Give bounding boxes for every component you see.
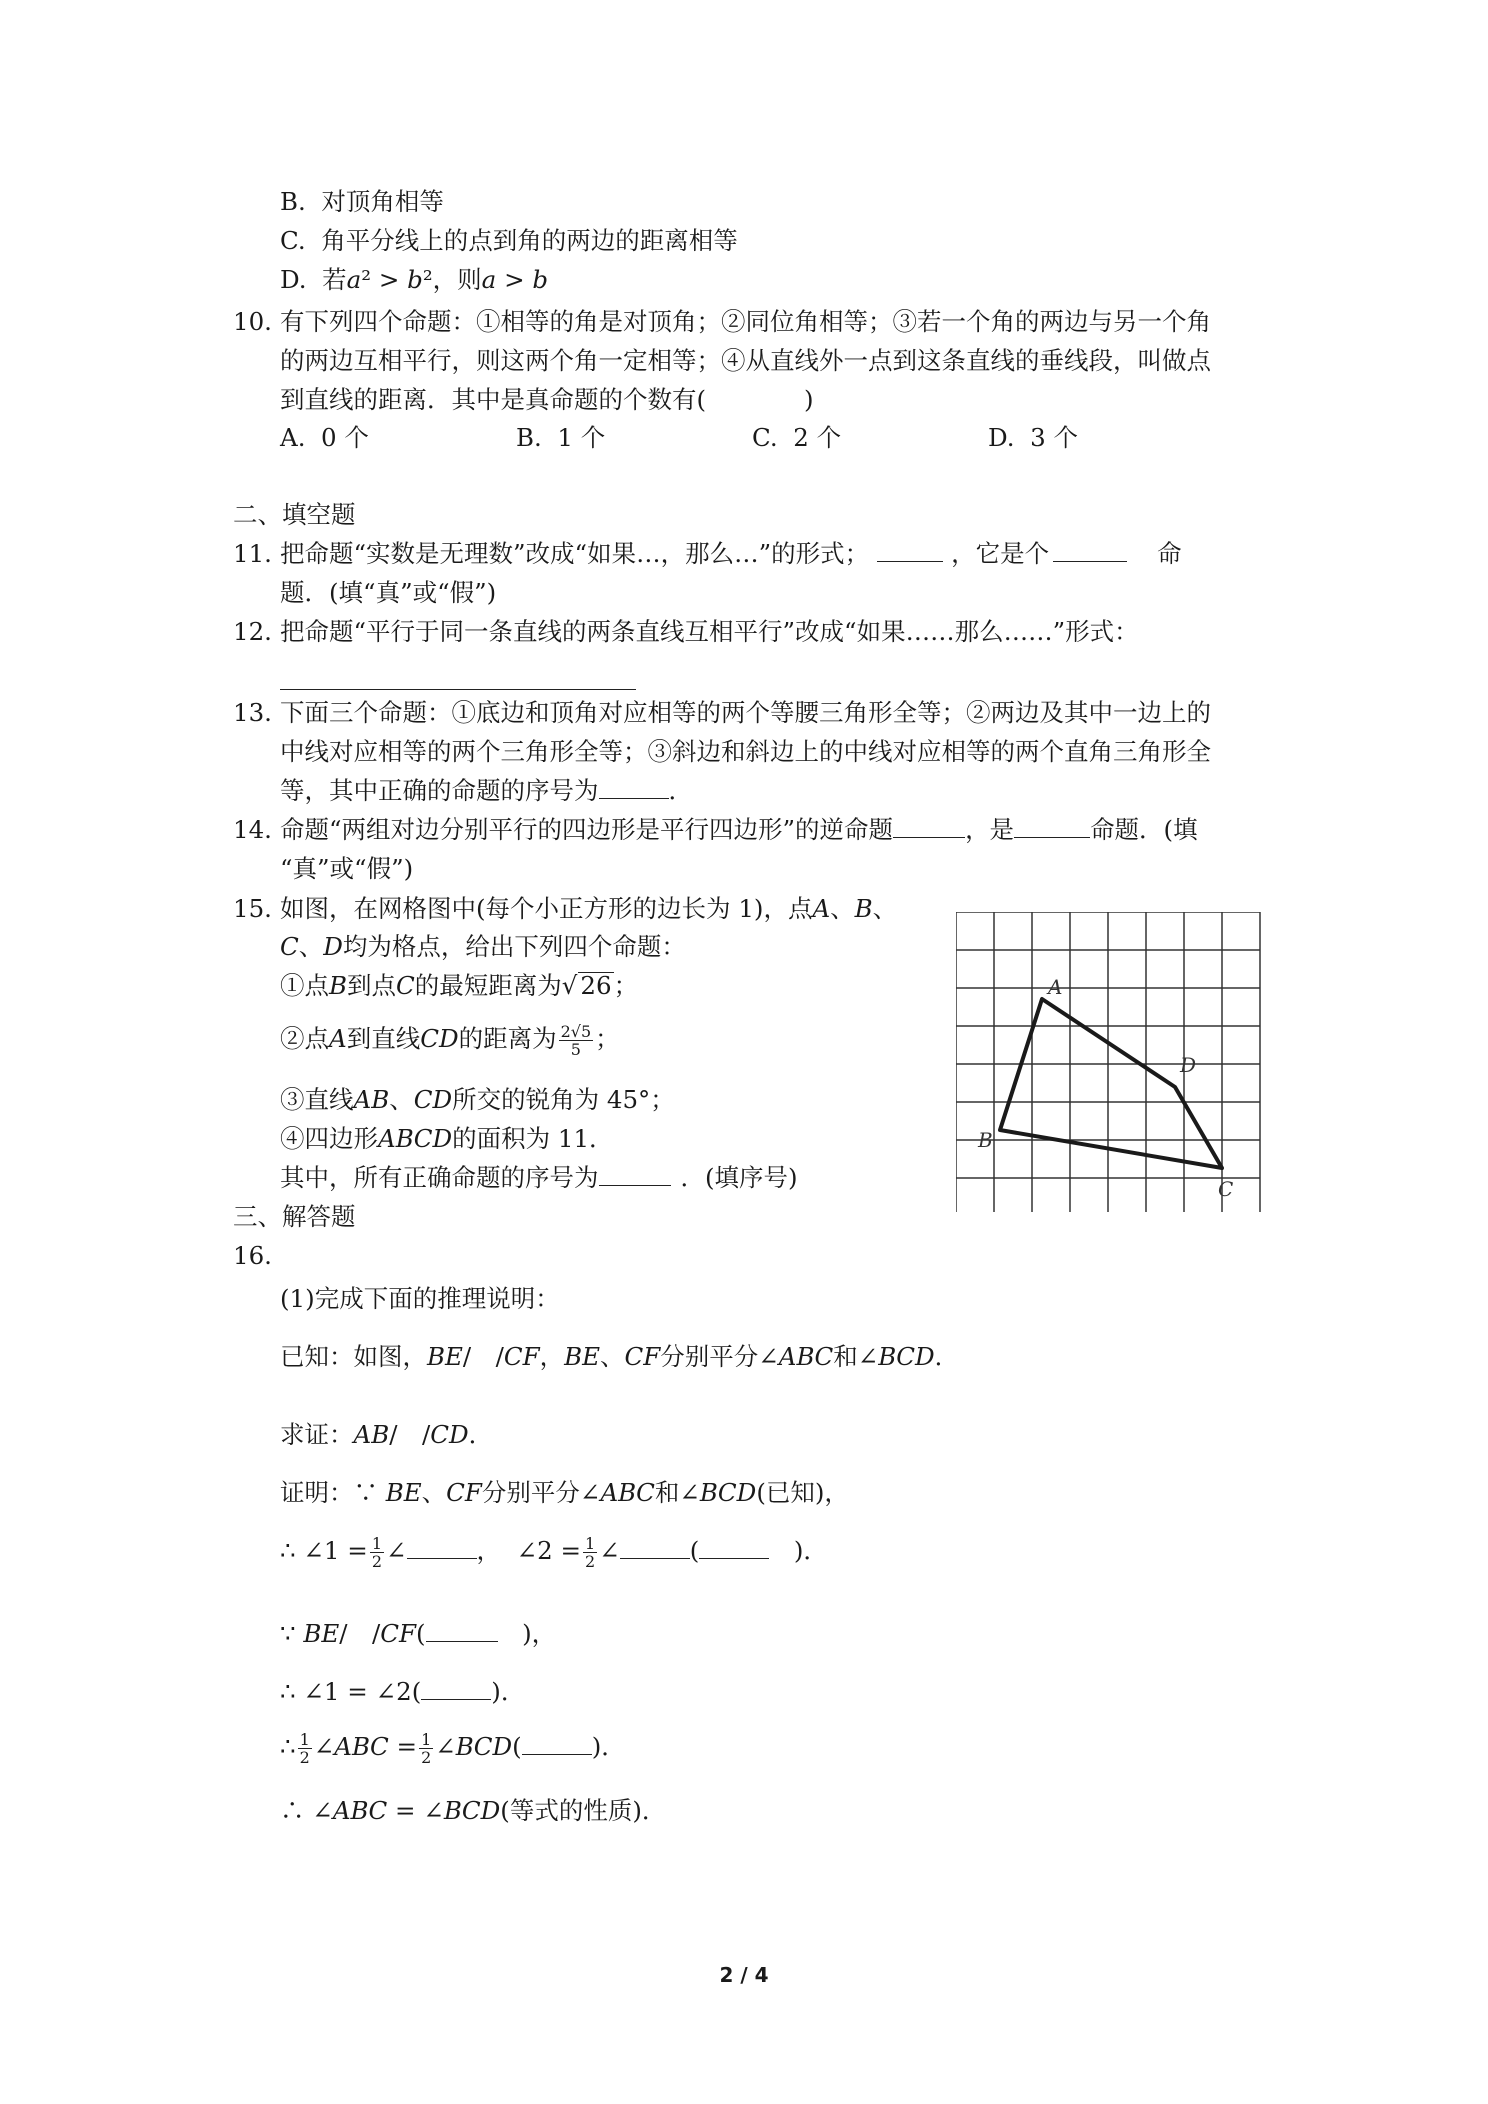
q15-ans-end: ．(填序号) [680, 1163, 798, 1192]
answer-blank[interactable] [1053, 539, 1127, 562]
q10-option-a: A. 0 个 [280, 423, 369, 452]
proof-text: ∠𝐴𝐵𝐶 = [313, 1732, 418, 1761]
answer-blank[interactable] [421, 1677, 491, 1700]
q15-p1-end: ； [613, 971, 639, 1000]
proof-text: ∴ [280, 1732, 296, 1761]
answer-blank[interactable] [1014, 815, 1090, 838]
point-label-a: A [1048, 975, 1063, 999]
fraction-denominator: 2 [371, 1552, 382, 1571]
q15-line1: 如图，在网格图中(每个小正方形的边长为 1)，点𝐴、𝐵、 [280, 894, 898, 923]
proof-text: ∠𝐵𝐶𝐷( [435, 1732, 522, 1761]
proof-text: ∠ [599, 1536, 620, 1565]
q15-p2-end: ； [595, 1024, 620, 1053]
q11-line2: 题．(填“真”或“假”) [280, 578, 497, 607]
q11-text-a: 把命题“实数是无理数”改成“如果…，那么…”的形式； [280, 539, 870, 568]
q14-number: 14. [233, 815, 272, 844]
answer-blank[interactable] [599, 1163, 671, 1186]
fraction [559, 1023, 594, 1058]
q16-proof-line6: ∴ ∠𝐴𝐵𝐶 = ∠𝐵𝐶𝐷(等式的性质)． [280, 1796, 667, 1825]
q15-p2-text: ②点𝐴到直线𝐶𝐷的距离为 [280, 1024, 557, 1053]
section2-title: 二、填空题 [233, 500, 356, 529]
fraction-denominator: 2 [421, 1748, 432, 1767]
proof-text: )． [591, 1732, 626, 1761]
q15-proposition-1: ①点𝐵到点𝐶的最短距离为√ 26； [280, 971, 639, 1000]
q10-line3: 到直线的距离．其中是真命题的个数有( ) [280, 385, 814, 414]
fraction-numerator: 1 [585, 1534, 596, 1553]
q13-line1: 下面三个命题：①底边和顶角对应相等的两个等腰三角形全等；②两边及其中一边上的 [280, 698, 1211, 727]
proof-text: )． [769, 1536, 828, 1565]
point-label-c: C [1218, 1177, 1234, 1201]
proof-text: ∠ [386, 1536, 407, 1565]
q15-proposition-2 [280, 1022, 620, 1058]
q16-proof-line4 [280, 1675, 525, 1709]
fraction-half [298, 1731, 312, 1766]
answer-blank[interactable] [877, 539, 943, 562]
q10-option-c: C. 2 个 [752, 423, 842, 452]
q15-proposition-4: ④四边形𝐴𝐵𝐶𝐷的面积为 11． [280, 1124, 614, 1153]
proof-text: ∵ 𝐵𝐸/ /𝐶𝐹( [280, 1619, 426, 1648]
proof-text: ∴ ∠1 = [280, 1536, 368, 1565]
q9-option-c: C. 角平分线上的点到角的两边的距离相等 [280, 226, 738, 255]
q14-line1 [280, 813, 1198, 847]
q10-line2: 的两边互相平行，则这两个角一定相等；④从直线外一点到这条直线的垂线段，叫做点 [280, 346, 1211, 375]
q16-given: 已知：如图，𝐵𝐸/ /𝐶𝐹，𝐵𝐸、𝐶𝐹分别平分∠𝐴𝐵𝐶和∠𝐵𝐶𝐷． [280, 1342, 960, 1371]
q15-p1-text: ①点𝐵到点𝐶的最短距离为 [280, 971, 562, 1000]
q15-line2: 𝐶、𝐷均为格点，给出下列四个命题： [280, 932, 686, 961]
q12-line1: 把命题“平行于同一条直线的两条直线互相平行”改成“如果……那么……”形式： [280, 617, 1139, 646]
q13-text-b: ． [668, 776, 693, 805]
fraction-denominator: 2 [585, 1552, 596, 1571]
grid-figure [956, 912, 1266, 1212]
q16-prove: 求证：𝐴𝐵/ /𝐶𝐷． [280, 1420, 494, 1449]
fraction-half [419, 1731, 433, 1766]
fraction-numerator: 1 [421, 1730, 432, 1749]
fraction-numerator: 1 [371, 1534, 382, 1553]
proof-text: ∴ ∠1 = ∠2( [280, 1677, 422, 1706]
fraction-numerator: 2√5 [560, 1022, 592, 1041]
q13-line2: 中线对应相等的两个三角形全等；③斜边和斜边上的中线对应相等的两个直角三角形全 [280, 737, 1211, 766]
q9-option-d: D. 若𝑎² > 𝑏²，则𝑎 > 𝑏 [280, 265, 549, 294]
q15-answer-line [280, 1161, 798, 1195]
proof-text: ( [689, 1536, 700, 1565]
q10-option-d: D. 3 个 [988, 423, 1079, 452]
q15-proposition-3: ③直线𝐴𝐵、𝐶𝐷所交的锐角为 45°； [280, 1085, 675, 1114]
q14-text-c: 命题．(填 [1090, 815, 1198, 844]
q14-text-b: ，是 [965, 815, 1015, 844]
q14-line2: “真”或“假”) [280, 854, 414, 883]
q13-line3 [280, 774, 693, 808]
point-label-d: D [1180, 1053, 1197, 1077]
q13-text-a: 等，其中正确的命题的序号为 [280, 776, 599, 805]
q10-number: 10. [233, 307, 272, 336]
answer-blank[interactable] [620, 1536, 690, 1559]
q12-number: 12. [233, 617, 272, 646]
proof-text: )， [497, 1619, 557, 1648]
q11-text-b: ，它是个 [951, 539, 1050, 568]
fraction-numerator: 1 [299, 1730, 310, 1749]
proof-text: ， ∠2 = [476, 1536, 582, 1565]
q15-number: 15. [233, 894, 272, 923]
q10-option-b: B. 1 个 [516, 423, 606, 452]
q13-number: 13. [233, 698, 272, 727]
answer-line[interactable] [280, 689, 636, 690]
fraction-denominator: 2 [299, 1748, 310, 1767]
q11-line1 [280, 537, 1182, 571]
q10-line1: 有下列四个命题：①相等的角是对顶角；②同位角相等；③若一个角的两边与另一个角 [280, 307, 1211, 336]
quadrilateral-abcd [1000, 999, 1222, 1168]
answer-blank[interactable] [407, 1536, 477, 1559]
q16-proof-line5 [280, 1730, 626, 1766]
q11-number: 11. [233, 539, 272, 568]
q16-part-title: (1)完成下面的推理说明： [280, 1284, 560, 1313]
q16-proof-line2 [280, 1534, 828, 1570]
q15-ans-text: 其中，所有正确命题的序号为 [280, 1163, 599, 1192]
point-label-b: B [978, 1128, 993, 1152]
proof-text: )． [491, 1677, 526, 1706]
answer-blank[interactable] [893, 815, 965, 838]
sqrt-value: 26 [580, 971, 612, 1000]
answer-blank[interactable] [522, 1732, 592, 1755]
q14-text-a: 命题“两组对边分别平行的四边形是平行四边形”的逆命题 [280, 815, 894, 844]
q9-option-b: B. 对顶角相等 [280, 187, 444, 216]
fraction-half [370, 1535, 384, 1570]
section3-title: 三、解答题 [233, 1202, 356, 1231]
q16-proof-line3 [280, 1617, 556, 1651]
page-number: 2 / 4 [719, 1963, 769, 1987]
fraction-half [583, 1535, 597, 1570]
q16-proof-line1: 证明：∵ 𝐵𝐸、𝐶𝐹分别平分∠𝐴𝐵𝐶和∠𝐵𝐶𝐷(已知)， [280, 1478, 849, 1507]
answer-blank[interactable] [426, 1619, 498, 1642]
fraction-denominator: 5 [570, 1040, 581, 1059]
q11-text-c: 命 [1157, 539, 1182, 568]
q16-number: 16. [233, 1241, 272, 1270]
answer-blank[interactable] [599, 776, 669, 799]
answer-blank[interactable] [699, 1536, 769, 1559]
